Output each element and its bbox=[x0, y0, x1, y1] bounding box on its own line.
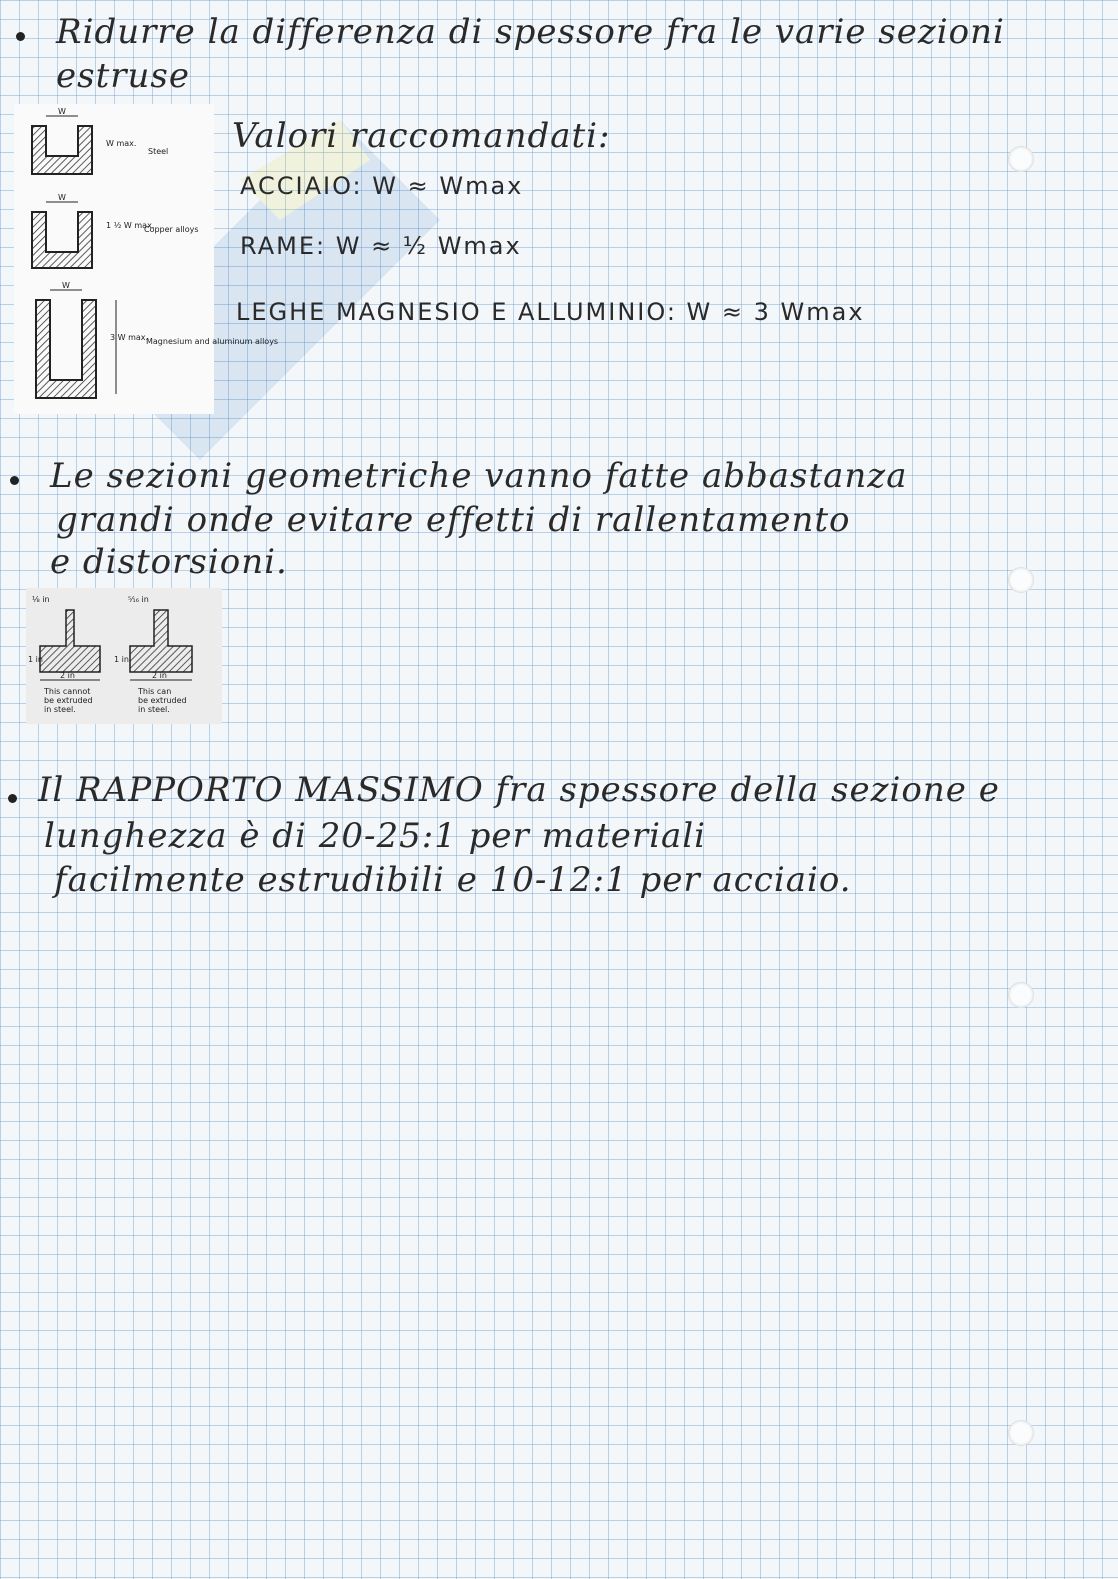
left-caption: in steel. bbox=[44, 705, 76, 714]
left-caption: be extruded bbox=[44, 696, 93, 705]
steel-value: ACCIAIO: W ≈ Wmax bbox=[240, 172, 524, 200]
note-line: Ridurre la differenza di spessore fra le varie sezioni bbox=[56, 12, 1005, 52]
note-line: Il RAPPORTO MASSIMO fra spessore della sezione e bbox=[38, 770, 1000, 810]
left-top-dim: ⅛ in bbox=[32, 595, 50, 604]
t-sections-figure bbox=[26, 588, 222, 724]
left-width-dim: 2 in bbox=[60, 671, 75, 680]
copper-value: RAME: W ≈ ½ Wmax bbox=[240, 232, 522, 260]
note-line: estruse bbox=[56, 56, 190, 96]
w-label: W bbox=[62, 281, 70, 290]
steel-dim: W max. bbox=[106, 139, 137, 148]
binder-hole bbox=[1008, 567, 1034, 593]
recommended-values-title: Valori raccomandati: bbox=[232, 116, 611, 156]
binder-hole bbox=[1008, 1420, 1034, 1446]
alloy-value: LEGHE MAGNESIO E ALLUMINIO: W ≈ 3 Wmax bbox=[236, 298, 865, 326]
copper-label: Copper alloys bbox=[144, 225, 199, 234]
bullet bbox=[16, 32, 25, 41]
note-line: e distorsioni. bbox=[50, 542, 288, 582]
note-line: Le sezioni geometriche vanno fatte abbastanza bbox=[50, 456, 908, 496]
right-caption: This can bbox=[138, 687, 172, 696]
alloy-dim: 3 W max. bbox=[110, 333, 149, 342]
note-line: lunghezza è di 20-25:1 per materiali bbox=[44, 816, 707, 856]
channel-sections-figure bbox=[14, 104, 279, 414]
w-label: W bbox=[58, 107, 66, 116]
bullet bbox=[8, 794, 17, 803]
left-caption: This cannot bbox=[44, 687, 91, 696]
left-height-dim: 1 in bbox=[28, 655, 43, 664]
w-label: W bbox=[58, 193, 66, 202]
right-caption: in steel. bbox=[138, 705, 170, 714]
right-width-dim: 2 in bbox=[152, 671, 167, 680]
copper-dim: 1 ½ W max. bbox=[106, 221, 155, 230]
note-line: grandi onde evitare effetti di rallentamento bbox=[56, 500, 851, 540]
note-line: facilmente estrudibili e 10-12:1 per acciaio. bbox=[54, 860, 852, 900]
right-height-dim: 1 in bbox=[114, 655, 129, 664]
alloy-label: Magnesium and aluminum alloys bbox=[146, 337, 279, 346]
bullet bbox=[10, 476, 19, 485]
binder-hole bbox=[1008, 146, 1034, 172]
right-caption: be extruded bbox=[138, 696, 187, 705]
right-top-dim: ⁵⁄₁₆ in bbox=[128, 595, 149, 604]
steel-label: Steel bbox=[148, 147, 169, 156]
binder-hole bbox=[1008, 982, 1034, 1008]
